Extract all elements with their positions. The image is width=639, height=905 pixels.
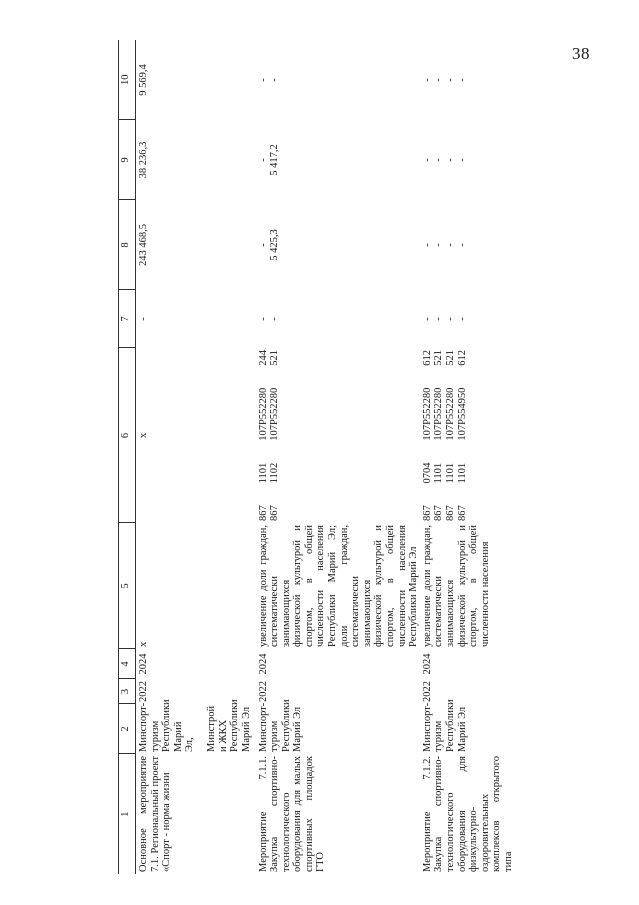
- target-article-code: 107P552280 107P552280: [257, 387, 281, 441]
- expected-result: x: [138, 641, 149, 647]
- end-year: 2024: [138, 653, 149, 675]
- activity-name: Мероприятие 7.1.2. Закупка спортивно-технологического оборудования для физкультурно-оздоровительных комплексов открытого типа: [421, 756, 514, 872]
- header-row: [119, 40, 136, 874]
- table-row: [420, 40, 528, 874]
- header-col-1: 1: [119, 754, 136, 874]
- value-col-10: - - - -: [421, 78, 468, 82]
- budget-code-cell: [256, 348, 420, 523]
- end-year: 2024: [257, 653, 269, 675]
- executor-cell: [420, 699, 528, 754]
- header-col-10: 10: [119, 40, 136, 120]
- value-col-10: - -: [257, 78, 281, 82]
- executor-secondary: Минстрой и ЖКХ Республики Марий Эл: [205, 699, 252, 752]
- start-year: 2022: [421, 681, 433, 702]
- budget-code-marker: x: [138, 432, 149, 439]
- value-col-7: - - - -: [421, 317, 468, 321]
- executor-primary: Минспорт-туризм Республики Марий Эл: [421, 699, 468, 752]
- value-col-8: - 5 425,3: [257, 229, 281, 261]
- header-col-3: 3: [119, 679, 136, 704]
- expected-result: увеличение доли граждан, систематически занимающихся физической культурой и спортом, в общей численности населения: [421, 525, 491, 647]
- page-number: 38: [572, 44, 590, 63]
- activity-name: Мероприятие 7.1.1. Закупка спортивно-технологического оборудования для малых спортивных площадок ГТО: [257, 756, 327, 872]
- header-col-7: 7: [119, 290, 136, 348]
- value-col-7: - -: [257, 317, 281, 321]
- expected-result: увеличение доли граждан, систематически занимающихся физической культурой и спортом, в общей численности населения Республики Марий Эл; доли граждан, систематически занимающихся физической культурой и спортом, в общей численности населения Республики Марий Эл: [257, 525, 420, 647]
- header-col-6: 6: [119, 348, 136, 523]
- section-code: 0704 1101 1101 1101: [421, 462, 468, 484]
- executor-primary: Минспорт-туризм Республики Марий Эл,: [138, 699, 196, 752]
- value-col-10: 9 569,4: [138, 64, 149, 96]
- section-code: 1101 1102: [257, 462, 281, 484]
- end-year: 2024: [421, 653, 433, 675]
- executor-cell: [136, 699, 256, 754]
- value-col-9: - - - -: [421, 158, 468, 162]
- header-col-8: 8: [119, 200, 136, 290]
- expense-type-code: 244 521: [257, 350, 281, 366]
- grbs-code: 867 867 867 867: [421, 505, 468, 521]
- value-col-7: -: [138, 317, 149, 321]
- target-article-code: 107P552280 107P552280 107P552280 107P554950: [421, 387, 468, 441]
- header-col-5: 5: [119, 523, 136, 649]
- budget-code-cell: [420, 348, 528, 523]
- start-year: 2022: [138, 681, 149, 702]
- header-col-4: 4: [119, 649, 136, 679]
- value-col-8: - - - -: [421, 243, 468, 247]
- executor-cell: [256, 699, 420, 754]
- rotated-table-wrapper: [118, 40, 528, 874]
- grbs-code: 867 867: [257, 505, 281, 521]
- budget-code-cell: [136, 348, 256, 523]
- program-activities-table: [118, 40, 528, 874]
- value-col-9: 38 236,3: [138, 141, 149, 179]
- activity-name: Основное мероприятие 7.1. Региональный проект «Спорт - норма жизни: [138, 756, 173, 872]
- value-col-8: 243 468,5: [138, 224, 149, 266]
- table-row: [136, 40, 256, 874]
- header-col-2: 2: [119, 704, 136, 754]
- expense-type-code: 612 521 521 612: [421, 350, 468, 366]
- table-row: [256, 40, 420, 874]
- executor-primary: Минспорт-туризм Республики Марий Эл: [257, 699, 304, 752]
- start-year: 2022: [257, 681, 269, 702]
- value-col-9: - 5 417,2: [257, 144, 281, 176]
- header-col-9: 9: [119, 120, 136, 200]
